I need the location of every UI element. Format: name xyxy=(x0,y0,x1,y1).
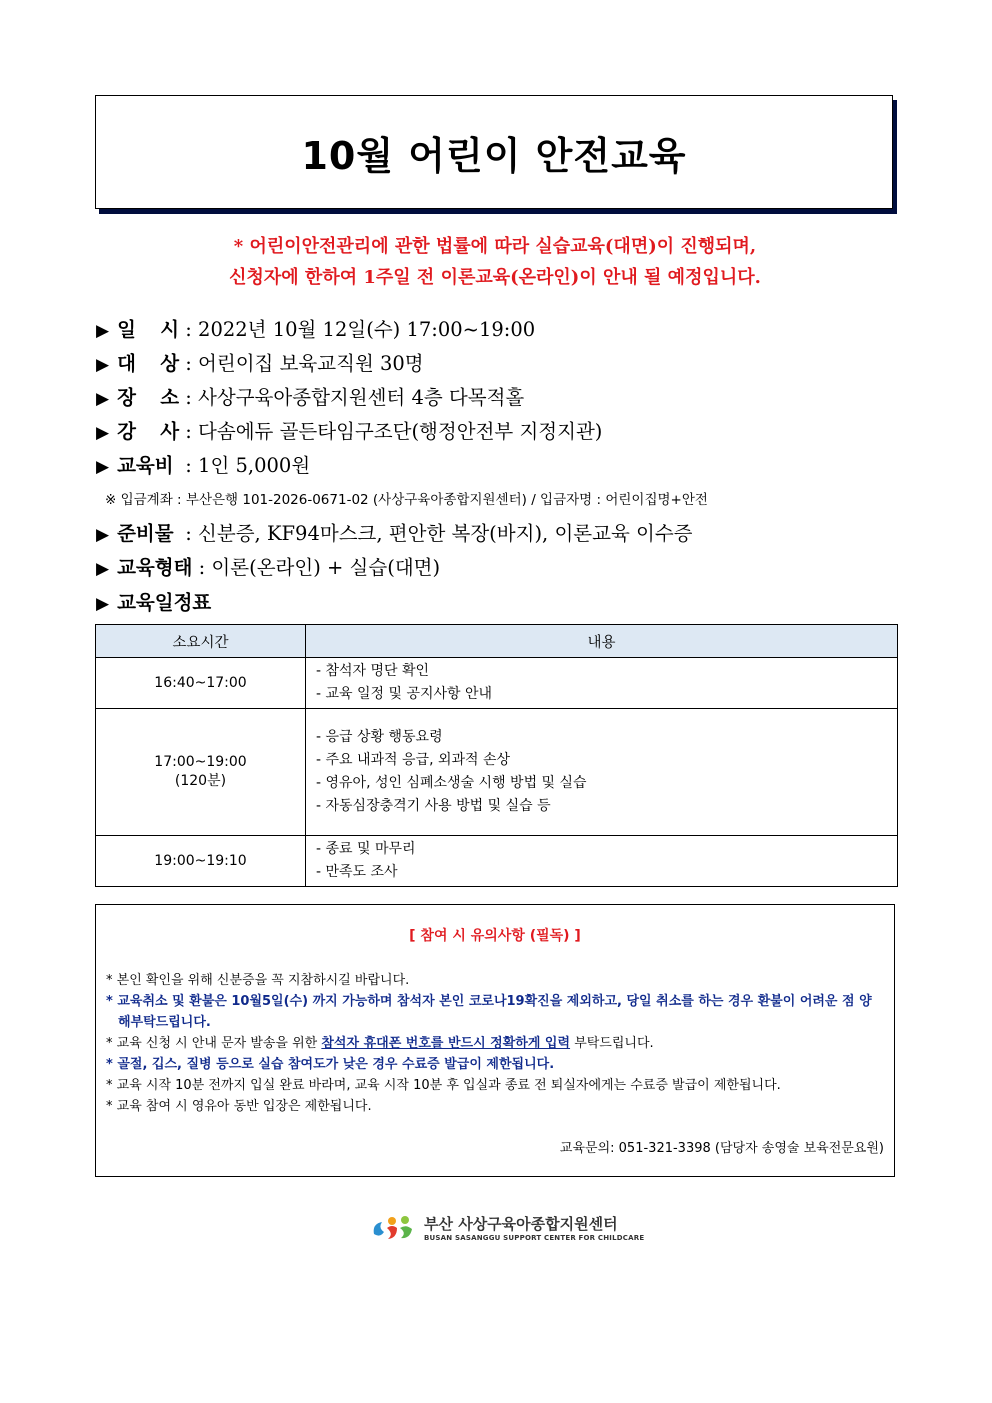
info-key: 준비물 xyxy=(117,522,174,545)
info-key: 강 사 xyxy=(117,420,180,443)
time-text: 17:00~19:00 xyxy=(154,754,247,770)
logo-name: 부산 사상구육아종합지원센터 xyxy=(424,1214,618,1233)
contact-info: 교육문의: 051-321-3398 (담당자 송영술 보육전문요원) xyxy=(559,1141,884,1156)
info-sep: : xyxy=(192,556,212,579)
precaution-item: * 교육 시작 10분 전까지 입실 완료 바라며, 교육 시작 10분 후 입실과 종료 전 퇴실자에게는 수료증 발급이 제한됩니다. xyxy=(106,1078,781,1093)
table-header-row xyxy=(96,625,898,658)
info-format xyxy=(96,552,440,580)
info-target xyxy=(96,348,424,376)
table-row xyxy=(96,709,898,836)
content-cell xyxy=(306,836,898,887)
notice-line-1: * 어린이안전관리에 관한 법률에 따라 실습교육(대면)이 진행되며, xyxy=(233,236,757,257)
time-cell xyxy=(96,836,306,887)
content-item: - 응급 상황 행동요령 xyxy=(316,729,443,745)
info-instructor xyxy=(96,416,602,444)
precaution-text: * 교육 신청 시 안내 문자 발송을 위한 xyxy=(106,1036,322,1051)
info-value: 신분증, KF94마스크, 편안한 복장(바지), 이론교육 이수증 xyxy=(198,522,693,545)
triangle-icon: ▶ xyxy=(96,594,110,614)
table-row xyxy=(96,836,898,887)
schedule-table xyxy=(95,624,898,887)
info-date xyxy=(96,314,535,342)
triangle-icon: ▶ xyxy=(96,559,110,579)
info-value: 사상구육아종합지원센터 4층 다목적홀 xyxy=(198,386,525,409)
time-text: 16:40~17:00 xyxy=(154,675,247,691)
content-item: - 만족도 조사 xyxy=(316,864,398,880)
time-text: 19:00~19:10 xyxy=(154,853,247,869)
content-item: - 자동심장충격기 사용 방법 및 실습 등 xyxy=(316,798,551,814)
info-key: 대 상 xyxy=(117,352,180,375)
info-sep: : xyxy=(179,454,199,477)
info-sep: : xyxy=(179,386,199,409)
precautions-box xyxy=(95,904,895,1177)
triangle-icon: ▶ xyxy=(96,355,110,375)
info-value: 1인 5,000원 xyxy=(198,454,311,477)
info-value: 이론(온라인) + 실습(대면) xyxy=(211,556,441,579)
content-item: - 주요 내과적 응급, 외과적 손상 xyxy=(316,752,511,768)
time-cell xyxy=(96,709,306,836)
info-key: 일 시 xyxy=(117,318,180,341)
info-value: 2022년 10월 12일(수) 17:00~19:00 xyxy=(198,318,536,341)
precaution-item: * 본인 확인을 위해 신분증을 꼭 지참하시길 바랍니다. xyxy=(106,973,410,988)
triangle-icon: ▶ xyxy=(96,321,110,341)
triangle-icon: ▶ xyxy=(96,423,110,443)
info-value: 어린이집 보육교직원 30명 xyxy=(198,352,424,375)
precaution-text: 부탁드립니다. xyxy=(570,1036,654,1051)
info-sep: : xyxy=(179,420,199,443)
info-key: 장 소 xyxy=(117,386,180,409)
precaution-item: * 골절, 깁스, 질병 등으로 실습 참여도가 낮은 경우 수료증 발급이 제한됩니다. xyxy=(106,1057,555,1072)
info-fee xyxy=(96,450,310,478)
info-key: 교육비 xyxy=(117,454,174,477)
content-item: - 종료 및 마무리 xyxy=(316,841,416,857)
content-item: - 영유아, 성인 심폐소생술 시행 방법 및 실습 xyxy=(316,775,587,791)
info-sep: : xyxy=(179,352,199,375)
content-cell xyxy=(306,658,898,709)
info-key: 교육형태 xyxy=(117,556,193,579)
header-content: 내용 xyxy=(306,625,898,658)
time-cell xyxy=(96,658,306,709)
info-sep: : xyxy=(179,318,199,341)
info-key: 교육일정표 xyxy=(117,591,212,614)
content-item: - 교육 일정 및 공지사항 안내 xyxy=(316,686,493,702)
info-schedule-heading xyxy=(96,587,211,615)
header-time: 소요시간 xyxy=(96,625,306,658)
content-cell xyxy=(306,709,898,836)
table-row xyxy=(96,658,898,709)
notice-line-2: 신청자에 한하여 1주일 전 이론교육(온라인)이 안내 될 예정입니다. xyxy=(229,267,761,288)
precautions-list xyxy=(106,970,884,1117)
logo-text xyxy=(424,1213,644,1242)
precaution-item xyxy=(106,1033,884,1054)
title-box xyxy=(95,95,893,209)
precaution-item: * 교육취소 및 환불은 10월5일(수) 까지 가능하며 참석자 본인 코로나19확진을 제외하고, 당일 취소를 하는 경우 환불이 어려운 점 양해부탁드립니다. xyxy=(106,994,872,1030)
triangle-icon: ▶ xyxy=(96,389,110,409)
info-place xyxy=(96,382,524,410)
account-info: ※ 입금계좌 : 부산은행 101-2026-0671-02 (사상구육아종합지원센터) / 입금자명 : 어린이집명+안전 xyxy=(105,492,708,508)
info-value: 다솜에듀 골든타임구조단(행정안전부 지정지관) xyxy=(198,420,603,443)
info-sep: : xyxy=(179,522,199,545)
page-title: 10월 어린이 안전교육 xyxy=(301,133,687,178)
content-item: - 참석자 명단 확인 xyxy=(316,663,430,679)
center-logo xyxy=(370,1212,644,1242)
precaution-item: * 교육 참여 시 영유아 동반 입장은 제한됩니다. xyxy=(106,1099,372,1114)
triangle-icon: ▶ xyxy=(96,525,110,545)
time-duration: (120분) xyxy=(174,773,227,789)
triangle-icon: ▶ xyxy=(96,457,110,477)
logo-english: BUSAN SASANGGU SUPPORT CENTER FOR CHILDCARE xyxy=(424,1233,645,1242)
logo-mark-icon xyxy=(370,1212,418,1242)
precaution-emphasis: 참석자 휴대폰 번호를 반드시 정확하게 입력 xyxy=(321,1036,571,1051)
info-supplies xyxy=(96,518,693,546)
precautions-heading: [ 참여 시 유의사항 (필독) ] xyxy=(409,928,581,944)
